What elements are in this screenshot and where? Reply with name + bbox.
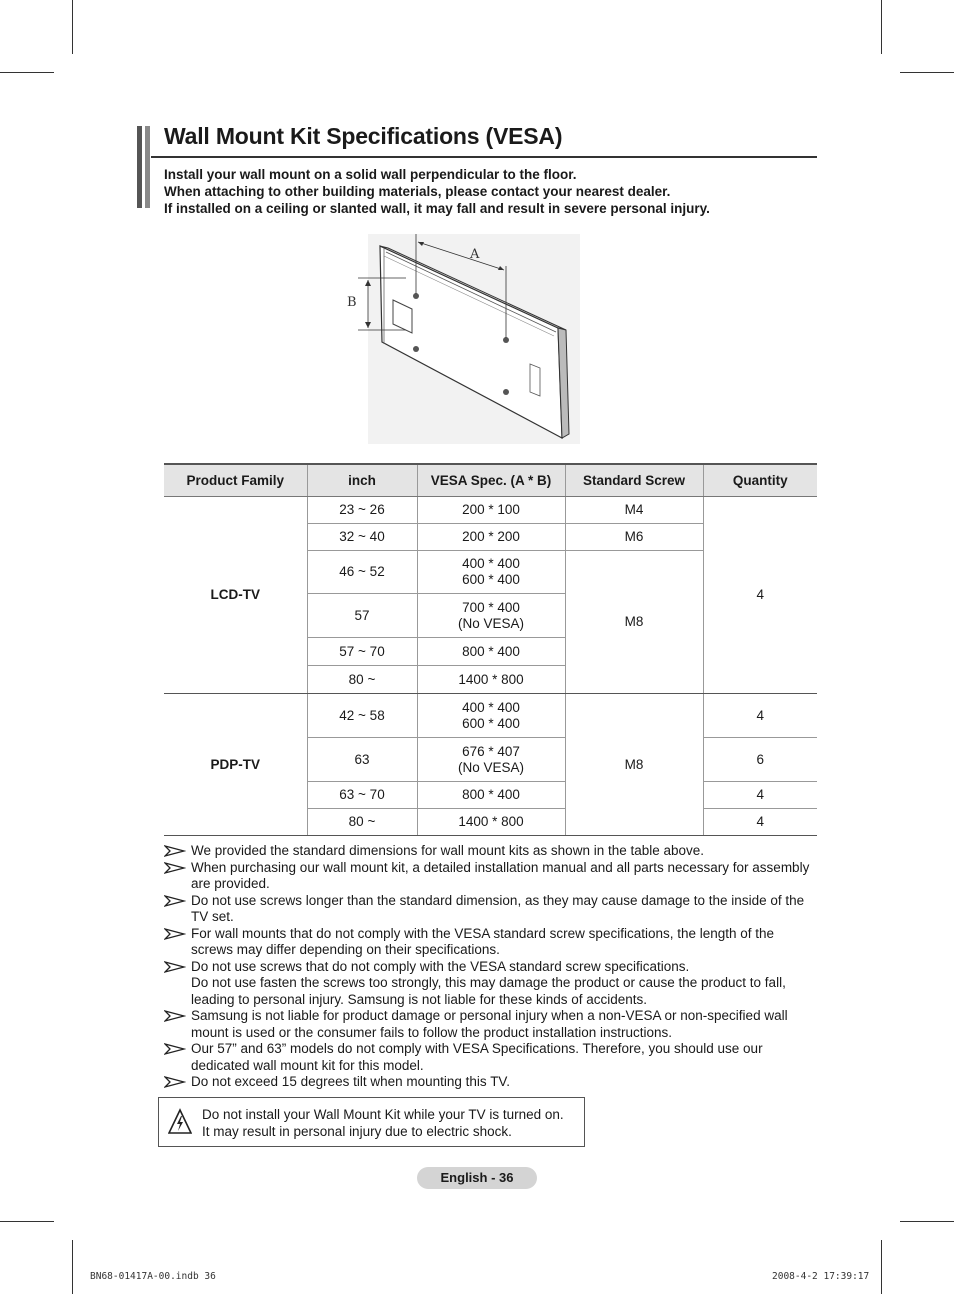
note-item: When purchasing our wall mount kit, a detailed installation manual and all parts necessary for assembly are provided. xyxy=(164,860,814,893)
vesa-line: (No VESA) xyxy=(457,759,525,775)
intro-line: If installed on a ceiling or slanted wall, it may fall and result in severe personal injury. xyxy=(164,201,710,216)
quantity-cell: 4 xyxy=(703,497,817,694)
vesa-cell xyxy=(417,738,565,782)
vesa-cell xyxy=(417,594,565,638)
crop-mark xyxy=(900,1221,954,1222)
table-header-row xyxy=(164,464,817,497)
quantity-cell: 6 xyxy=(703,738,817,782)
screw-cell: M6 xyxy=(565,524,703,551)
quantity-cell: 4 xyxy=(703,782,817,809)
notes-list xyxy=(164,843,814,1091)
vesa-line: 700 * 400 xyxy=(462,599,520,615)
crop-mark xyxy=(72,0,73,54)
note-item: Do not use screws that do not comply with the VESA standard screw specifications. Do not use fasten the screws too strongly, this may damage the product or cause the product to fall, leading to personal injury. Samsung is not liable for these kinds of accidents. xyxy=(164,959,814,1009)
family-lcd: LCD-TV xyxy=(164,497,307,694)
label-a: A xyxy=(470,247,480,262)
family-pdp: PDP-TV xyxy=(164,694,307,836)
warning-line: It may result in personal injury due to electric shock. xyxy=(202,1124,512,1139)
arrow-bullet-icon xyxy=(164,893,186,909)
intro-line: When attaching to other building materials, please contact your nearest dealer. xyxy=(164,184,671,199)
inch-cell: 46 ~ 52 xyxy=(307,551,417,594)
vesa-spec-table xyxy=(164,463,817,836)
arrow-bullet-icon xyxy=(164,860,186,876)
tv-back-diagram xyxy=(340,234,580,444)
vesa-cell: 800 * 400 xyxy=(417,638,565,666)
inch-cell: 42 ~ 58 xyxy=(307,694,417,738)
quantity-cell: 4 xyxy=(703,809,817,836)
inch-cell: 23 ~ 26 xyxy=(307,497,417,524)
screw-cell: M8 xyxy=(565,694,703,836)
note-item: Do not use screws longer than the standard dimension, as they may cause damage to the inside of the TV set. xyxy=(164,893,814,926)
table-row xyxy=(164,694,817,738)
note-item: Our 57” and 63” models do not comply with VESA Specifications. Therefore, you should use our dedicated wall mount kit for this model. xyxy=(164,1041,814,1074)
label-b: B xyxy=(347,295,357,310)
inch-cell: 57 ~ 70 xyxy=(307,638,417,666)
intro-text xyxy=(164,166,710,217)
vesa-line: (No VESA) xyxy=(457,615,525,631)
arrow-bullet-icon xyxy=(164,1008,186,1024)
crop-mark xyxy=(881,1240,882,1294)
column-header: Product Family xyxy=(164,464,307,497)
inch-cell: 63 xyxy=(307,738,417,782)
title-rule xyxy=(151,156,817,158)
arrow-bullet-icon xyxy=(164,959,186,975)
footer-date: 2008-4-2 17:39:17 xyxy=(772,1271,870,1282)
vesa-cell: 1400 * 800 xyxy=(417,809,565,836)
title-bars xyxy=(137,126,151,208)
inch-cell: 57 xyxy=(307,594,417,638)
footer-file: BN68-01417A-00.indb 36 xyxy=(90,1271,216,1282)
arrow-bullet-icon xyxy=(164,1074,186,1090)
screw-cell: M8 xyxy=(565,551,703,694)
intro-line: Install your wall mount on a solid wall perpendicular to the floor. xyxy=(164,167,577,182)
vesa-line: 400 * 400 xyxy=(462,699,520,715)
inch-cell: 80 ~ xyxy=(307,809,417,836)
column-header: VESA Spec. (A * B) xyxy=(417,464,565,497)
page-title: Wall Mount Kit Specifications (VESA) xyxy=(164,123,563,149)
warning-box xyxy=(158,1097,585,1147)
crop-mark xyxy=(900,72,954,73)
quantity-cell: 4 xyxy=(703,694,817,738)
crop-mark xyxy=(0,1221,54,1222)
column-header: Standard Screw xyxy=(565,464,703,497)
crop-mark xyxy=(72,1240,73,1294)
screw-cell: M4 xyxy=(565,497,703,524)
column-header: inch xyxy=(307,464,417,497)
note-item: We provided the standard dimensions for wall mount kits as shown in the table above. xyxy=(164,843,814,860)
vesa-line: 400 * 400 xyxy=(462,556,520,571)
vesa-line: 600 * 400 xyxy=(462,715,520,731)
vesa-cell: 1400 * 800 xyxy=(417,666,565,694)
note-item: Do not exceed 15 degrees tilt when mounting this TV. xyxy=(164,1074,814,1091)
warning-text xyxy=(202,1106,564,1140)
vesa-cell xyxy=(417,694,565,738)
vesa-line: 600 * 400 xyxy=(462,572,520,587)
vesa-cell: 200 * 200 xyxy=(417,524,565,551)
crop-mark xyxy=(0,72,54,73)
warning-line: Do not install your Wall Mount Kit while your TV is turned on. xyxy=(202,1107,564,1122)
vesa-line: 676 * 407 xyxy=(462,743,520,759)
arrow-bullet-icon xyxy=(164,843,186,859)
note-item: Samsung is not liable for product damage or personal injury when a non-VESA or non-specified wall mount is used or the consumer fails to follow the product installation instructions. xyxy=(164,1008,814,1041)
table-row xyxy=(164,497,817,524)
inch-cell: 32 ~ 40 xyxy=(307,524,417,551)
inch-cell: 80 ~ xyxy=(307,666,417,694)
column-header: Quantity xyxy=(703,464,817,497)
inch-cell: 63 ~ 70 xyxy=(307,782,417,809)
arrow-bullet-icon xyxy=(164,926,186,942)
arrow-bullet-icon xyxy=(164,1041,186,1057)
vesa-cell: 800 * 400 xyxy=(417,782,565,809)
page-number-badge: English - 36 xyxy=(417,1167,537,1189)
vesa-cell xyxy=(417,551,565,594)
vesa-cell: 200 * 100 xyxy=(417,497,565,524)
note-item: For wall mounts that do not comply with the VESA standard screw specifications, the length of the screws may differ depending on their specifications. xyxy=(164,926,814,959)
warning-lightning-icon xyxy=(168,1108,192,1135)
crop-mark xyxy=(881,0,882,54)
